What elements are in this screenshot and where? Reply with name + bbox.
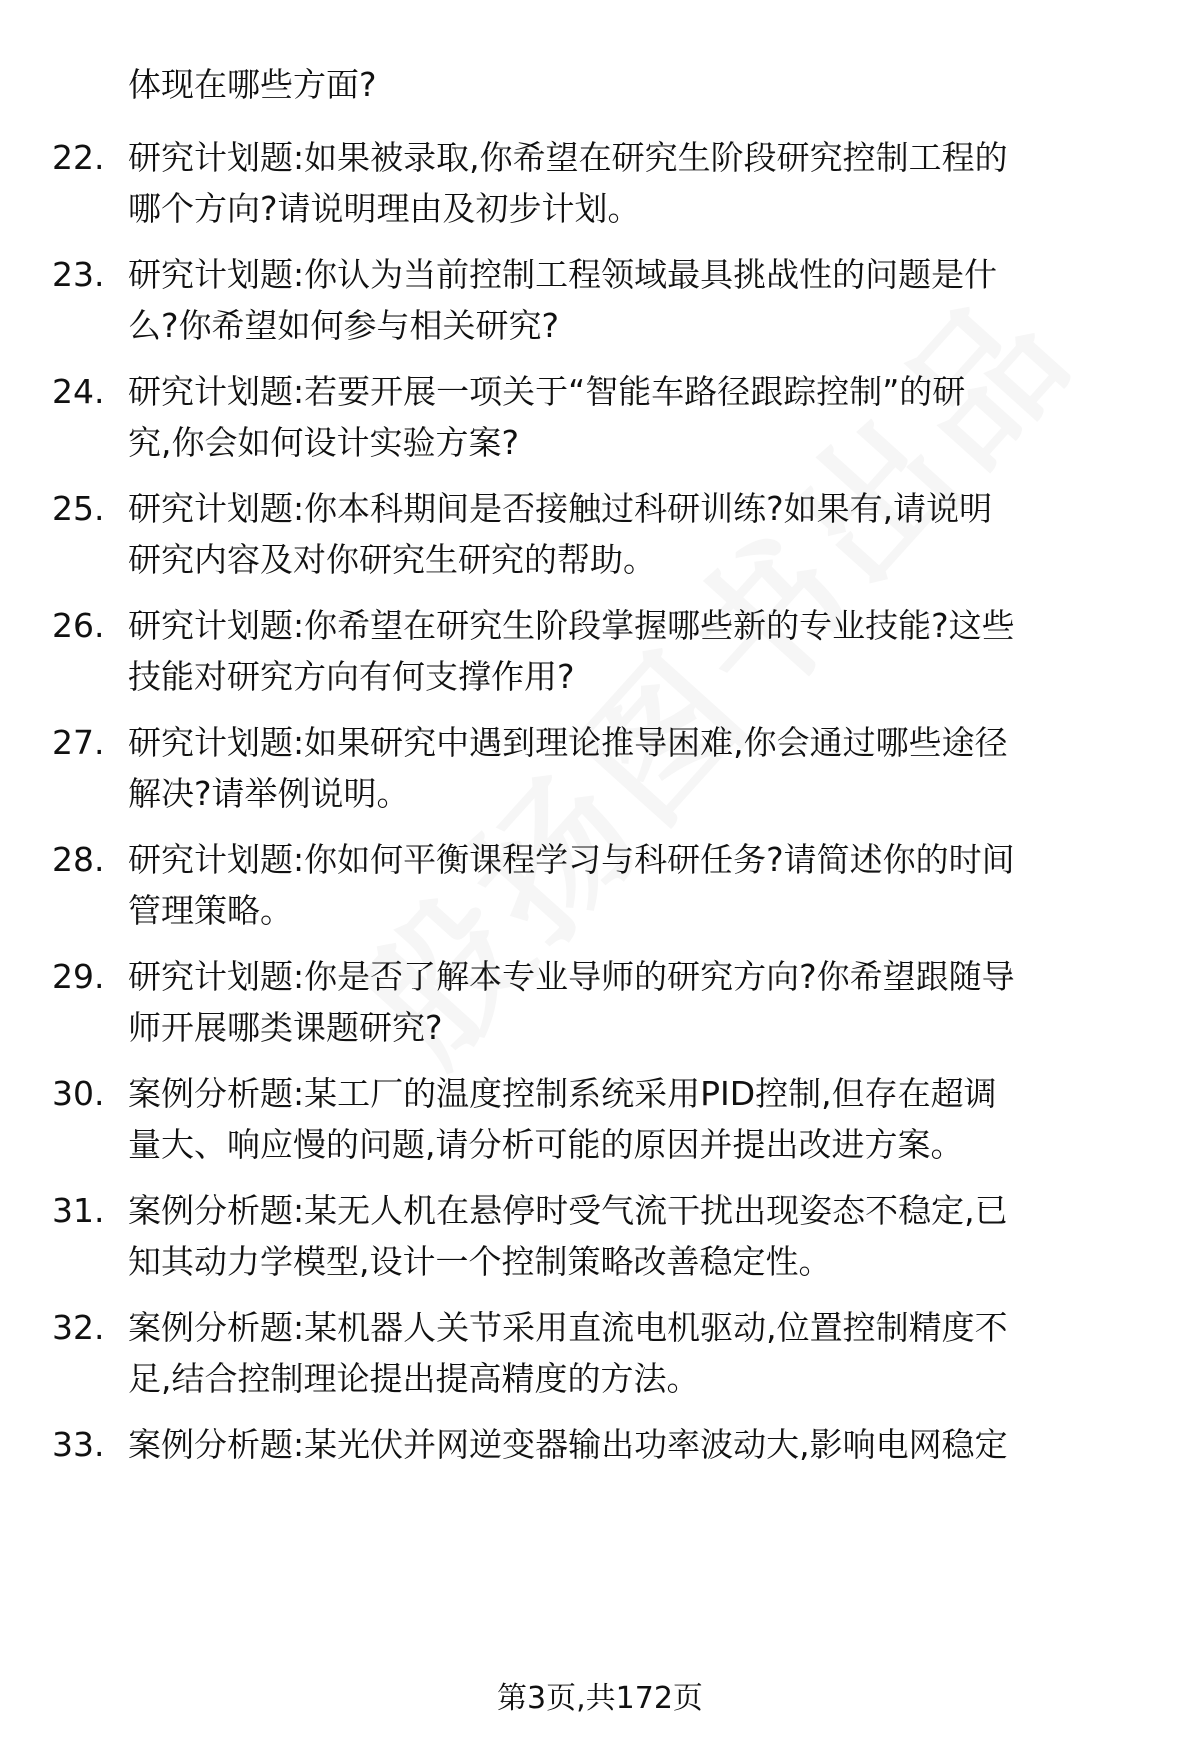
item-number: 28.: [52, 840, 105, 879]
item-text: [128, 249, 1138, 351]
item-text-line: 研究计划题:你如何平衡课程学习与科研任务?请简述你的时间: [128, 840, 1015, 879]
item-number: 29.: [52, 957, 105, 996]
item-text-line: 师开展哪类课题研究?: [128, 1008, 443, 1047]
item-text: [128, 1068, 1138, 1170]
item-text: [128, 483, 1138, 585]
continued-text: 体现在哪些方面?: [128, 65, 377, 104]
item-number: 25.: [52, 489, 105, 528]
item-number: 30.: [52, 1074, 105, 1113]
item-text-line: 解决?请举例说明。: [128, 774, 410, 813]
item-text-line: 究,你会如何设计实验方案?: [128, 423, 520, 462]
item-text-line: 么?你希望如何参与相关研究?: [128, 306, 560, 345]
item-number: 27.: [52, 723, 105, 762]
page-footer: 第3页,共172页: [497, 1681, 703, 1716]
item-text-line: 研究计划题:如果研究中遇到理论推导困难,你会通过哪些途径: [128, 723, 1008, 762]
item-text-line: 研究计划题:你是否了解本专业导师的研究方向?你希望跟随导: [128, 957, 1015, 996]
item-number: 31.: [52, 1191, 105, 1230]
item-text-line: 量大、响应慢的问题,请分析可能的原因并提出改进方案。: [128, 1125, 964, 1164]
item-text-line: 案例分析题:某工厂的温度控制系统采用PID控制,但存在超调: [128, 1074, 997, 1113]
item-text: [128, 600, 1138, 702]
item-number: 33.: [52, 1425, 105, 1464]
item-text: [128, 132, 1138, 234]
item-text-line: 研究计划题:若要开展一项关于“智能车路径跟踪控制”的研: [128, 372, 966, 411]
item-text-line: 案例分析题:某机器人关节采用直流电机驱动,位置控制精度不: [128, 1308, 1008, 1347]
item-text: [128, 1419, 1138, 1470]
item-text-line: 研究内容及对你研究生研究的帮助。: [128, 540, 656, 579]
item-text-line: 足,结合控制理论提出提高精度的方法。: [128, 1359, 700, 1398]
item-text-line: 案例分析题:某光伏并网逆变器输出功率波动大,影响电网稳定: [128, 1425, 1008, 1464]
item-number: 32.: [52, 1308, 105, 1347]
item-text-line: 研究计划题:如果被录取,你希望在研究生阶段研究控制工程的: [128, 138, 1008, 177]
item-text: [128, 834, 1138, 936]
item-text: [128, 1302, 1138, 1404]
item-text-line: 知其动力学模型,设计一个控制策略改善稳定性。: [128, 1242, 832, 1281]
item-text-line: 研究计划题:你希望在研究生阶段掌握哪些新的专业技能?这些: [128, 606, 1015, 645]
item-text: [128, 1185, 1138, 1287]
item-number: 26.: [52, 606, 105, 645]
item-number: 24.: [52, 372, 105, 411]
item-text: [128, 366, 1138, 468]
item-text-line: 哪个方向?请说明理由及初步计划。: [128, 189, 641, 228]
item-text-line: 技能对研究方向有何支撑作用?: [128, 657, 575, 696]
item-text: [128, 717, 1138, 819]
item-text: [128, 951, 1138, 1053]
item-number: 22.: [52, 138, 105, 177]
item-text-line: 研究计划题:你本科期间是否接触过科研训练?如果有,请说明: [128, 489, 993, 528]
item-text-line: 研究计划题:你认为当前控制工程领域最具挑战性的问题是什: [128, 255, 998, 294]
item-text-line: 案例分析题:某无人机在悬停时受气流干扰出现姿态不稳定,已: [128, 1191, 1008, 1230]
item-number: 23.: [52, 255, 105, 294]
item-text-line: 管理策略。: [128, 891, 293, 930]
